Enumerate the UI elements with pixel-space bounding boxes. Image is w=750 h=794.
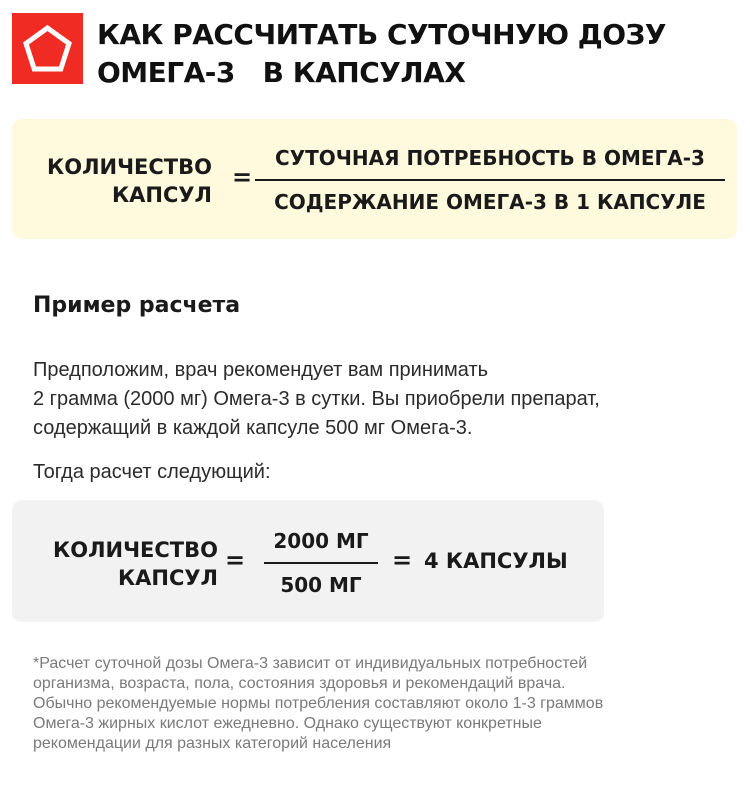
footnote-line-1: *Расчет суточной дозы Омега-3 зависит от индивидуальных потребностей xyxy=(33,655,588,672)
brand-logo xyxy=(12,13,83,84)
footnote-line-4: Омега-3 жирных кислот ежедневно. Однако существуют конкретные xyxy=(33,715,542,732)
footnote xyxy=(33,654,743,754)
footnote-line-5: рекомендации для разных категорий населения xyxy=(33,735,392,752)
formula-left-term xyxy=(34,153,212,209)
calculation-numerator: 2000 МГ xyxy=(273,529,369,553)
general-formula-box xyxy=(12,119,737,239)
calculation-fraction xyxy=(264,528,378,598)
example-line-1: Предположим, врач рекомендует вам принимать xyxy=(33,359,489,381)
pentagon-logo-icon xyxy=(12,13,83,84)
example-description xyxy=(33,356,733,443)
formula-numerator: СУТОЧНАЯ ПОТРЕБНОСТЬ В ОМЕГА-3 xyxy=(275,146,705,170)
calculation-equals-sign-2: = xyxy=(392,546,413,574)
formula-fraction xyxy=(255,145,725,215)
calculation-left-line-1: КОЛИЧЕСТВО xyxy=(53,538,218,562)
calculation-result: 4 КАПСУЛЫ xyxy=(424,549,568,573)
calculation-intro: Тогда расчет следующий: xyxy=(33,461,271,483)
formula-left-line-2: КАПСУЛ xyxy=(111,183,212,207)
formula-denominator: СОДЕРЖАНИЕ ОМЕГА-3 В 1 КАПСУЛЕ xyxy=(274,190,706,214)
calculation-left-line-2: КАПСУЛ xyxy=(117,566,218,590)
page-title-line-1: КАК РАССЧИТАТЬ СУТОЧНУЮ ДОЗУ xyxy=(97,18,667,51)
example-line-3: содержащий в каждой капсуле 500 мг Омега-3. xyxy=(33,417,473,439)
footnote-line-2: организма, возраста, пола, состояния здоровья и рекомендаций врача. xyxy=(33,675,566,692)
example-calculation-box xyxy=(12,500,604,622)
calculation-denominator: 500 МГ xyxy=(280,573,362,597)
page-title xyxy=(97,16,737,92)
page-title-line-2: ОМЕГА-3 В КАПСУЛАХ xyxy=(97,56,466,89)
formula-left-line-1: КОЛИЧЕСТВО xyxy=(47,155,212,179)
calculation-equals-sign: = xyxy=(225,546,246,574)
example-line-2: 2 грамма (2000 мг) Омега-3 в сутки. Вы приобрели препарат, xyxy=(33,388,600,410)
footnote-line-3: Обычно рекомендуемые нормы потребления составляют около 1-3 граммов xyxy=(33,695,604,712)
formula-equals-sign: = xyxy=(232,163,253,191)
calculation-left-term xyxy=(34,536,218,592)
example-heading: Пример расчета xyxy=(33,293,241,318)
